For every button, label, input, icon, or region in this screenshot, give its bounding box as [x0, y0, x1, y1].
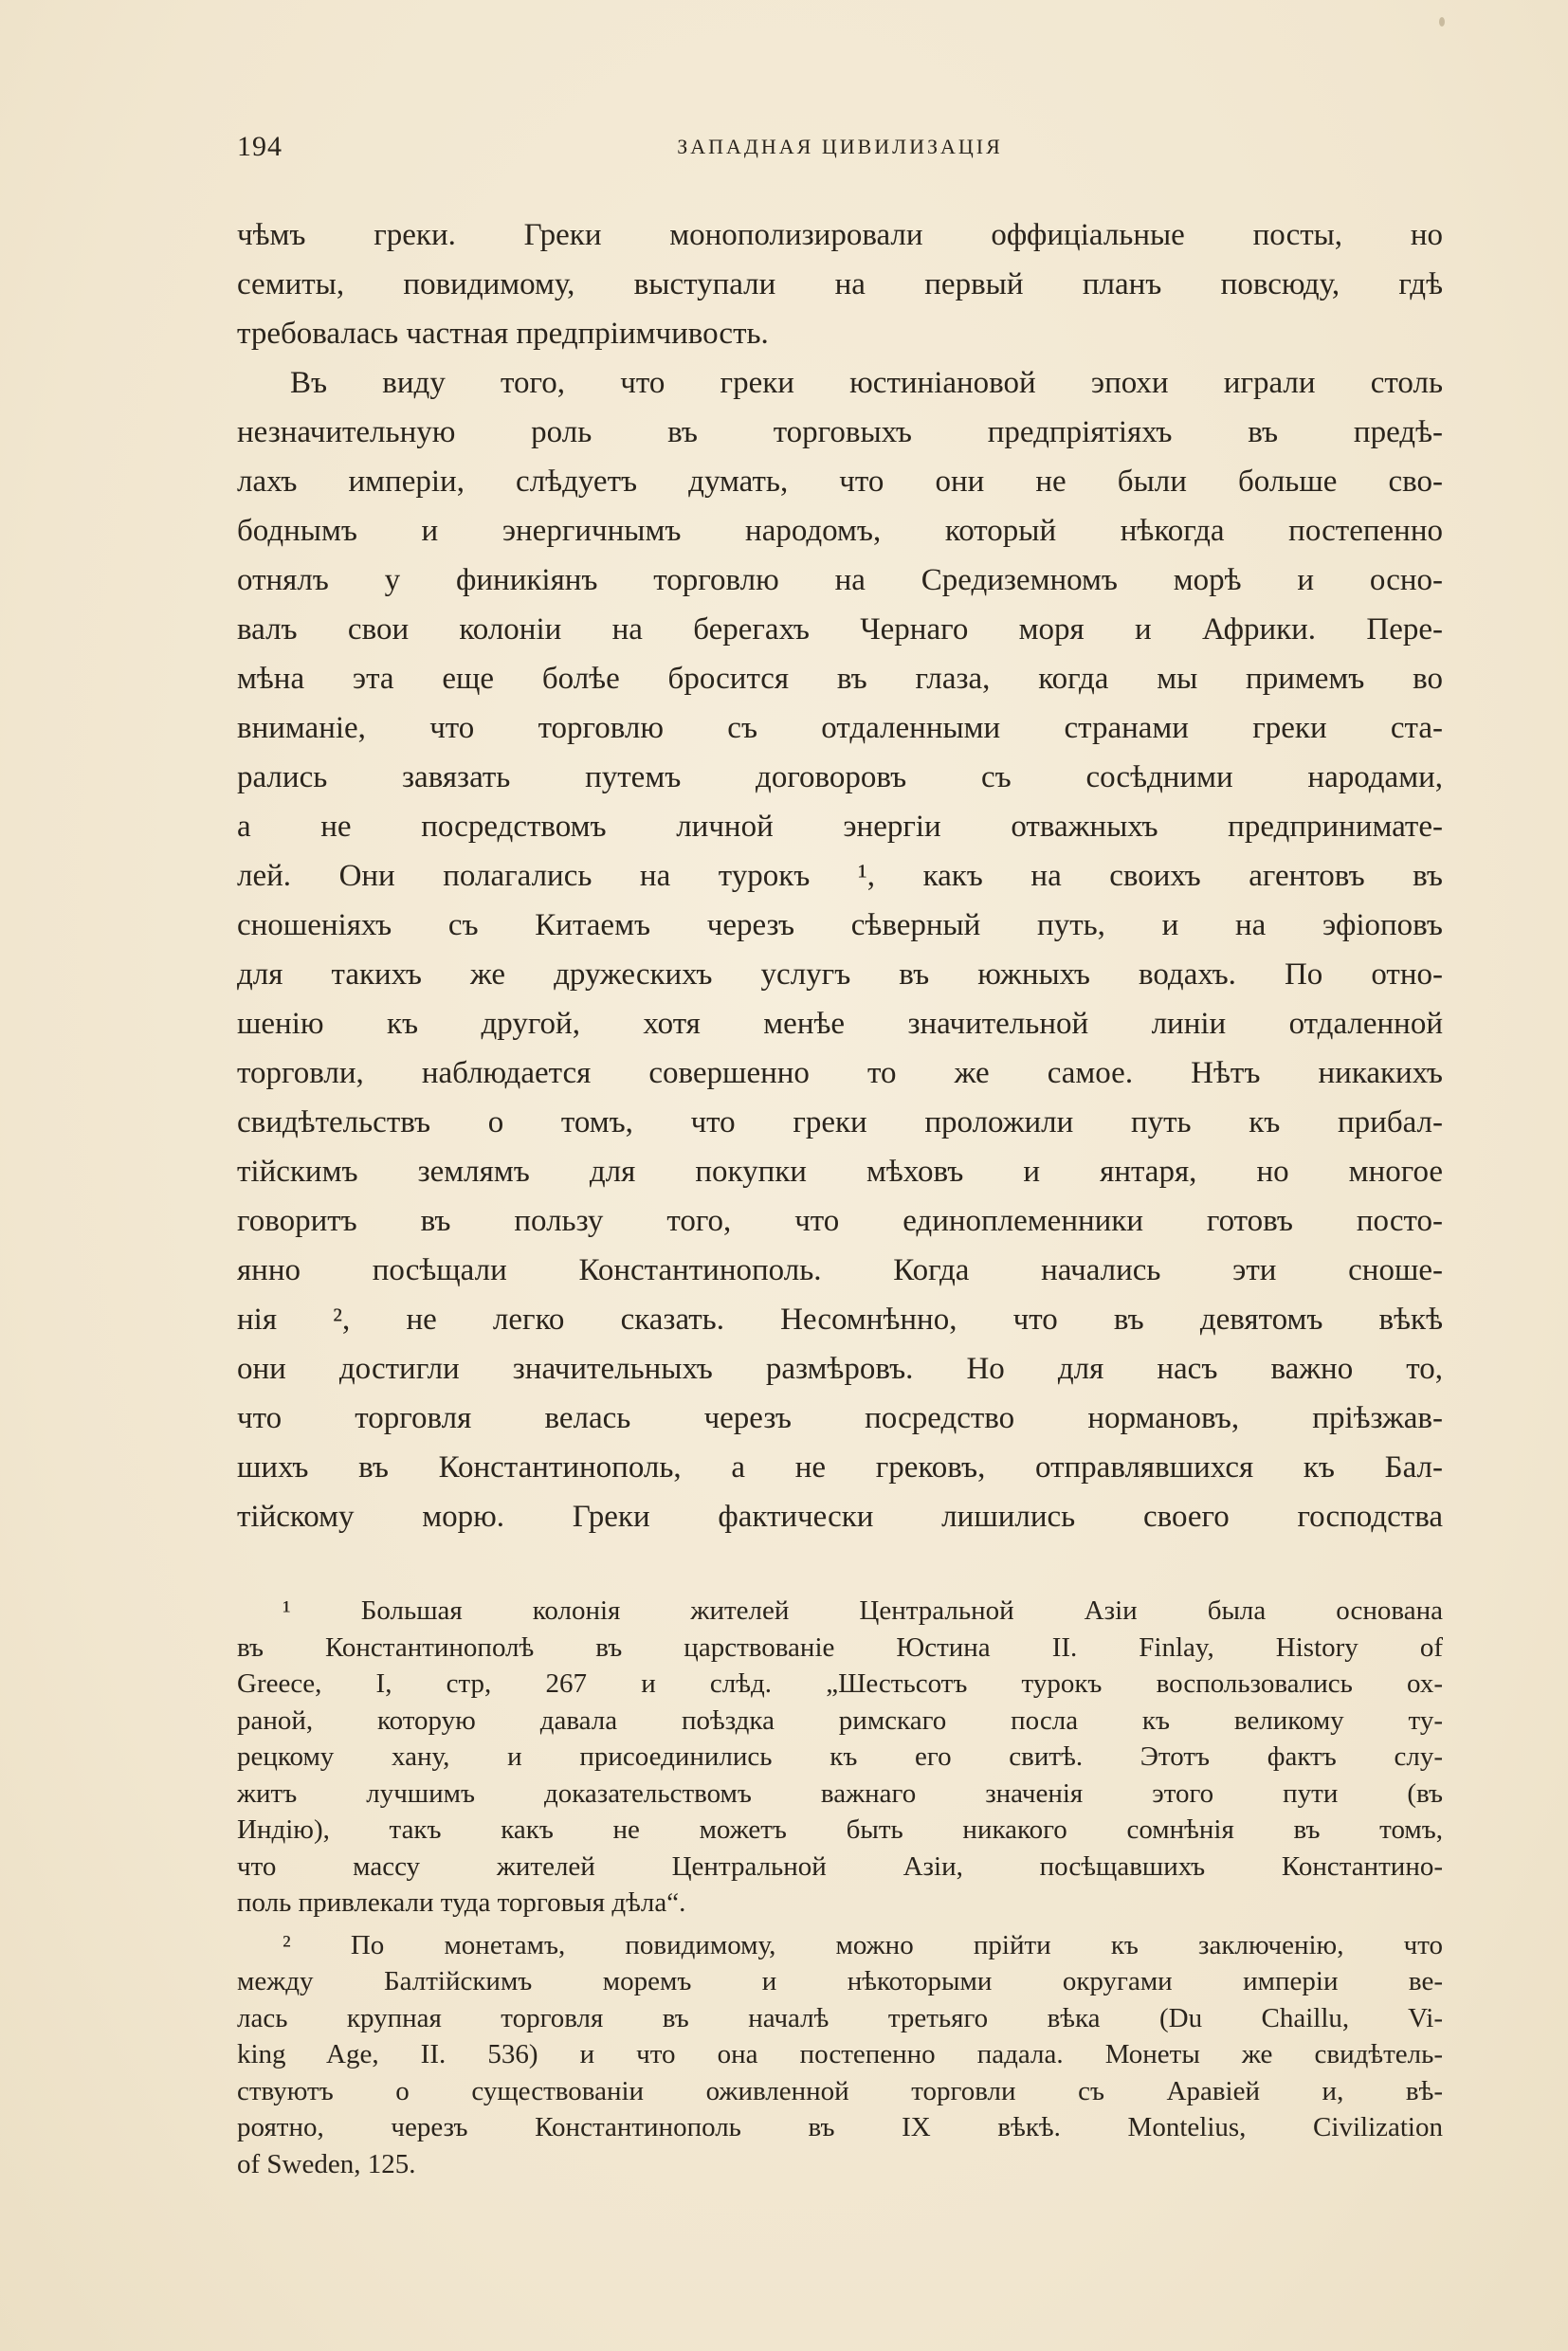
footnote-line: рецкому хану, и присоединились къ его свитѣ. Этотъ фактъ слу- — [237, 1741, 1443, 1772]
body-line: семиты, повидимому, выступали на первый планъ повсюду, гдѣ — [237, 267, 1443, 301]
body-line: мѣна эта еще болѣе бросится въ глаза, когда мы примемъ во — [237, 662, 1443, 696]
body-line: вниманіе, что торговлю съ отдаленными странами греки ста- — [237, 711, 1443, 745]
footnote-line: king Age, II. 536) и что она постепенно падала. Монеты же свидѣтель- — [237, 2039, 1443, 2069]
body-line: сношеніяхъ съ Китаемъ черезъ сѣверный путь, и на эфіоповъ — [237, 908, 1443, 942]
footnote-line: между Балтійскимъ моремъ и нѣкоторыми округами имперіи ве- — [237, 1966, 1443, 1996]
body-line: они достигли значительныхъ размѣровъ. Но для насъ важно то, — [237, 1352, 1443, 1386]
body-line: лахъ имперіи, слѣдуетъ думать, что они не были больше сво- — [237, 465, 1443, 499]
body-line: говоритъ въ пользу того, что единоплеменники готовъ посто- — [237, 1204, 1443, 1238]
footnote-line: ² По монетамъ, повидимому, можно прійти къ заключенію, что — [283, 1929, 1443, 1960]
body-line: а не посредствомъ личной энергіи отважныхъ предпринимате- — [237, 810, 1443, 844]
body-line: незначительную роль въ торговыхъ предпріятіяхъ въ предѣ- — [237, 415, 1443, 449]
footnote-line: въ Константинополѣ въ царствованіе Юстина II. Finlay, History of — [237, 1631, 1443, 1663]
body-line: торговли, наблюдается совершенно то же самое. Нѣтъ никакихъ — [237, 1056, 1443, 1090]
running-title: ЗАПАДНАЯ ЦИВИЛИЗАЦІЯ — [677, 135, 1003, 158]
body-line: янно посѣщали Константинополь. Когда начались эти сноше- — [237, 1253, 1443, 1287]
body-line: боднымъ и энергичнымъ народомъ, который нѣкогда постепенно — [237, 514, 1443, 548]
footnote-line: ¹ Большая колонія жителей Центральной Азіи была основана — [283, 1595, 1443, 1626]
page-number: 194 — [237, 131, 283, 162]
footnote-line: ствуютъ о существованіи оживленной торговли съ Аравіей и, вѣ- — [237, 2075, 1443, 2106]
footnote-line: of Sweden, 125. — [237, 2148, 416, 2179]
paper-stain — [1439, 17, 1445, 27]
body-line: валъ свои колоніи на берегахъ Чернаго моря и Африки. Пере- — [237, 612, 1443, 647]
footnote-line: Индію), такъ какъ не можетъ быть никакого сомнѣнія въ томъ, — [237, 1814, 1443, 1845]
body-line: тійскимъ землямъ для покупки мѣховъ и янтаря, но многое — [237, 1155, 1443, 1189]
body-line: отнялъ у финикіянъ торговлю на Средиземномъ морѣ и осно- — [237, 563, 1443, 597]
body-line: Въ виду того, что греки юстиніановой эпохи играли столь — [290, 366, 1443, 400]
body-line: требовалась частная предпріимчивость. — [237, 317, 769, 351]
footnote-line: поль привлекали туда торговыя дѣла“. — [237, 1887, 686, 1918]
footnote-line: роятно, черезъ Константинополь въ IX вѣкѣ. Montelius, Civilization — [237, 2112, 1443, 2142]
footnote-line: Greece, I, стр, 267 и слѣд. „Шестьсотъ турокъ воспользовались ох- — [237, 1668, 1443, 1699]
body-text — [237, 210, 1443, 1541]
footnote-line: что массу жителей Центральной Азіи, посѣщавшихъ Константино- — [237, 1850, 1443, 1882]
footnote-2 — [237, 1927, 1443, 2183]
footnote-line: раной, которую давала поѣздка римскаго посла къ великому ту- — [237, 1704, 1443, 1736]
footnotes — [237, 1593, 1443, 2182]
body-line: рались завязать путемъ договоровъ съ сосѣдними народами, — [237, 760, 1443, 794]
body-line: для такихъ же дружескихъ услугъ въ южныхъ водахъ. По отно- — [237, 957, 1443, 992]
body-line: нія ², не легко сказать. Несомнѣнно, что въ девятомъ вѣкѣ — [237, 1303, 1443, 1337]
body-line: шихъ въ Константинополь, а не грековъ, отправлявшихся къ Бал- — [237, 1450, 1443, 1485]
footnote-line: житъ лучшимъ доказательствомъ важнаго значенія этого пути (въ — [237, 1777, 1443, 1809]
footnote-line: лась крупная торговля въ началѣ третьяго вѣка (Du Chaillu, Vi- — [237, 2002, 1443, 2033]
running-head — [237, 131, 1443, 169]
body-line: свидѣтельствъ о томъ, что греки проложили путь къ прибал- — [237, 1105, 1443, 1139]
body-line: тійскому морю. Греки фактически лишились своего господства — [237, 1500, 1443, 1534]
body-line: лей. Они полагались на турокъ ¹, какъ на своихъ агентовъ въ — [237, 859, 1443, 893]
body-line: шенію къ другой, хотя менѣе значительной линіи отдаленной — [237, 1007, 1443, 1041]
body-line: что торговля велась черезъ посредство нормановъ, пріѣзжав- — [237, 1401, 1443, 1435]
footnote-1 — [237, 1593, 1443, 1922]
body-line: чѣмъ греки. Греки монополизировали оффиціальные посты, но — [237, 218, 1443, 252]
